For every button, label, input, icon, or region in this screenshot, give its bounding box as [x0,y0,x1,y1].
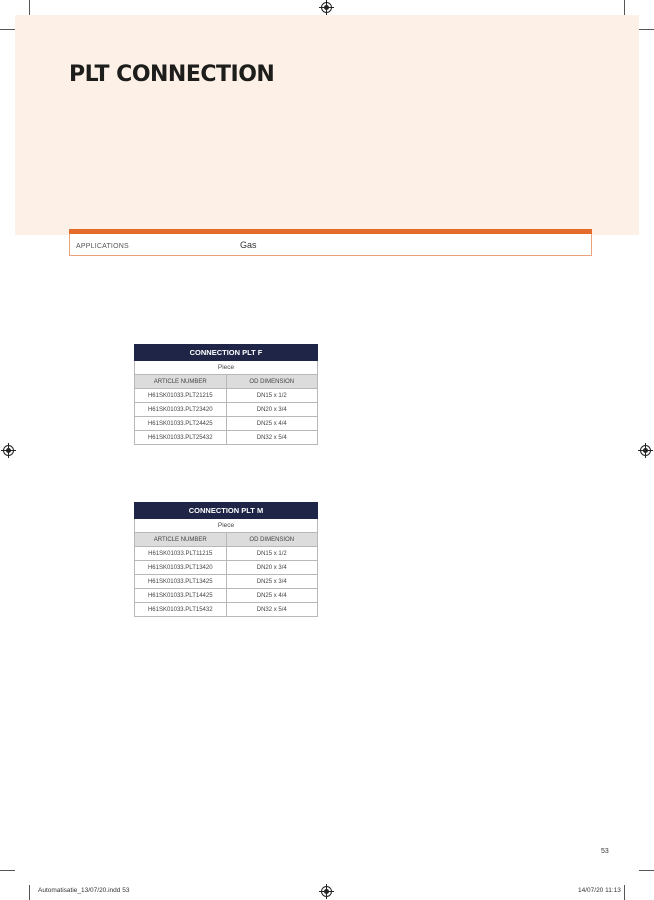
header-band [15,15,639,235]
crop-mark [29,885,30,900]
table-row [135,417,318,431]
registration-mark-icon [8,443,9,458]
column-header-od-dimension: OD DIMENSION [226,533,318,547]
table-title: CONNECTION PLT M [135,503,318,519]
od-dimension-cell: DN15 x 1/2 [226,389,318,403]
crop-mark [639,29,654,30]
registration-mark-icon [645,443,646,458]
article-number-cell: H61SK01033.PLT13425 [135,575,227,589]
od-dimension-cell: DN25 x 3/4 [226,575,318,589]
table-row [135,589,318,603]
od-dimension-cell: DN20 x 3/4 [226,561,318,575]
table-title: CONNECTION PLT F [135,345,318,361]
table-row [135,561,318,575]
applications-box [69,234,592,256]
table-row [135,403,318,417]
crop-mark [0,29,15,30]
registration-mark-icon [326,0,327,15]
crop-mark [624,0,625,15]
od-dimension-cell: DN32 x 5/4 [226,603,318,617]
applications-label: APPLICATIONS [76,243,129,250]
applications-value: Gas [240,240,257,250]
article-number-cell: H61SK01033.PLT25432 [135,431,227,445]
article-number-cell: H61SK01033.PLT23420 [135,403,227,417]
column-header-article-number: ARTICLE NUMBER [135,375,227,389]
crop-mark [624,885,625,900]
od-dimension-cell: DN25 x 4/4 [226,417,318,431]
slug-file-info: Automatisatie_13/07/20.indd 53 [38,887,130,894]
connection-plt-f-table [134,344,318,445]
column-header-od-dimension: OD DIMENSION [226,375,318,389]
od-dimension-cell: DN32 x 5/4 [226,431,318,445]
crop-mark [0,870,15,871]
table-row [135,603,318,617]
article-number-cell: H61SK01033.PLT15432 [135,603,227,617]
article-number-cell: H61SK01033.PLT11215 [135,547,227,561]
connection-plt-m-table [134,502,318,617]
table-unit: Piece [135,519,318,533]
page-number: 53 [601,848,609,855]
od-dimension-cell: DN20 x 3/4 [226,403,318,417]
table-row [135,547,318,561]
registration-mark-icon [326,884,327,899]
crop-mark [639,870,654,871]
page-title: PLT CONNECTION [69,62,275,87]
table-row [135,575,318,589]
table-unit: Piece [135,361,318,375]
crop-mark [29,0,30,15]
od-dimension-cell: DN25 x 4/4 [226,589,318,603]
slug-timestamp: 14/07/20 11:13 [578,887,621,894]
column-header-article-number: ARTICLE NUMBER [135,533,227,547]
article-number-cell: H61SK01033.PLT24425 [135,417,227,431]
table-row [135,389,318,403]
article-number-cell: H61SK01033.PLT14425 [135,589,227,603]
article-number-cell: H61SK01033.PLT21215 [135,389,227,403]
table-row [135,431,318,445]
article-number-cell: H61SK01033.PLT13420 [135,561,227,575]
od-dimension-cell: DN15 x 1/2 [226,547,318,561]
